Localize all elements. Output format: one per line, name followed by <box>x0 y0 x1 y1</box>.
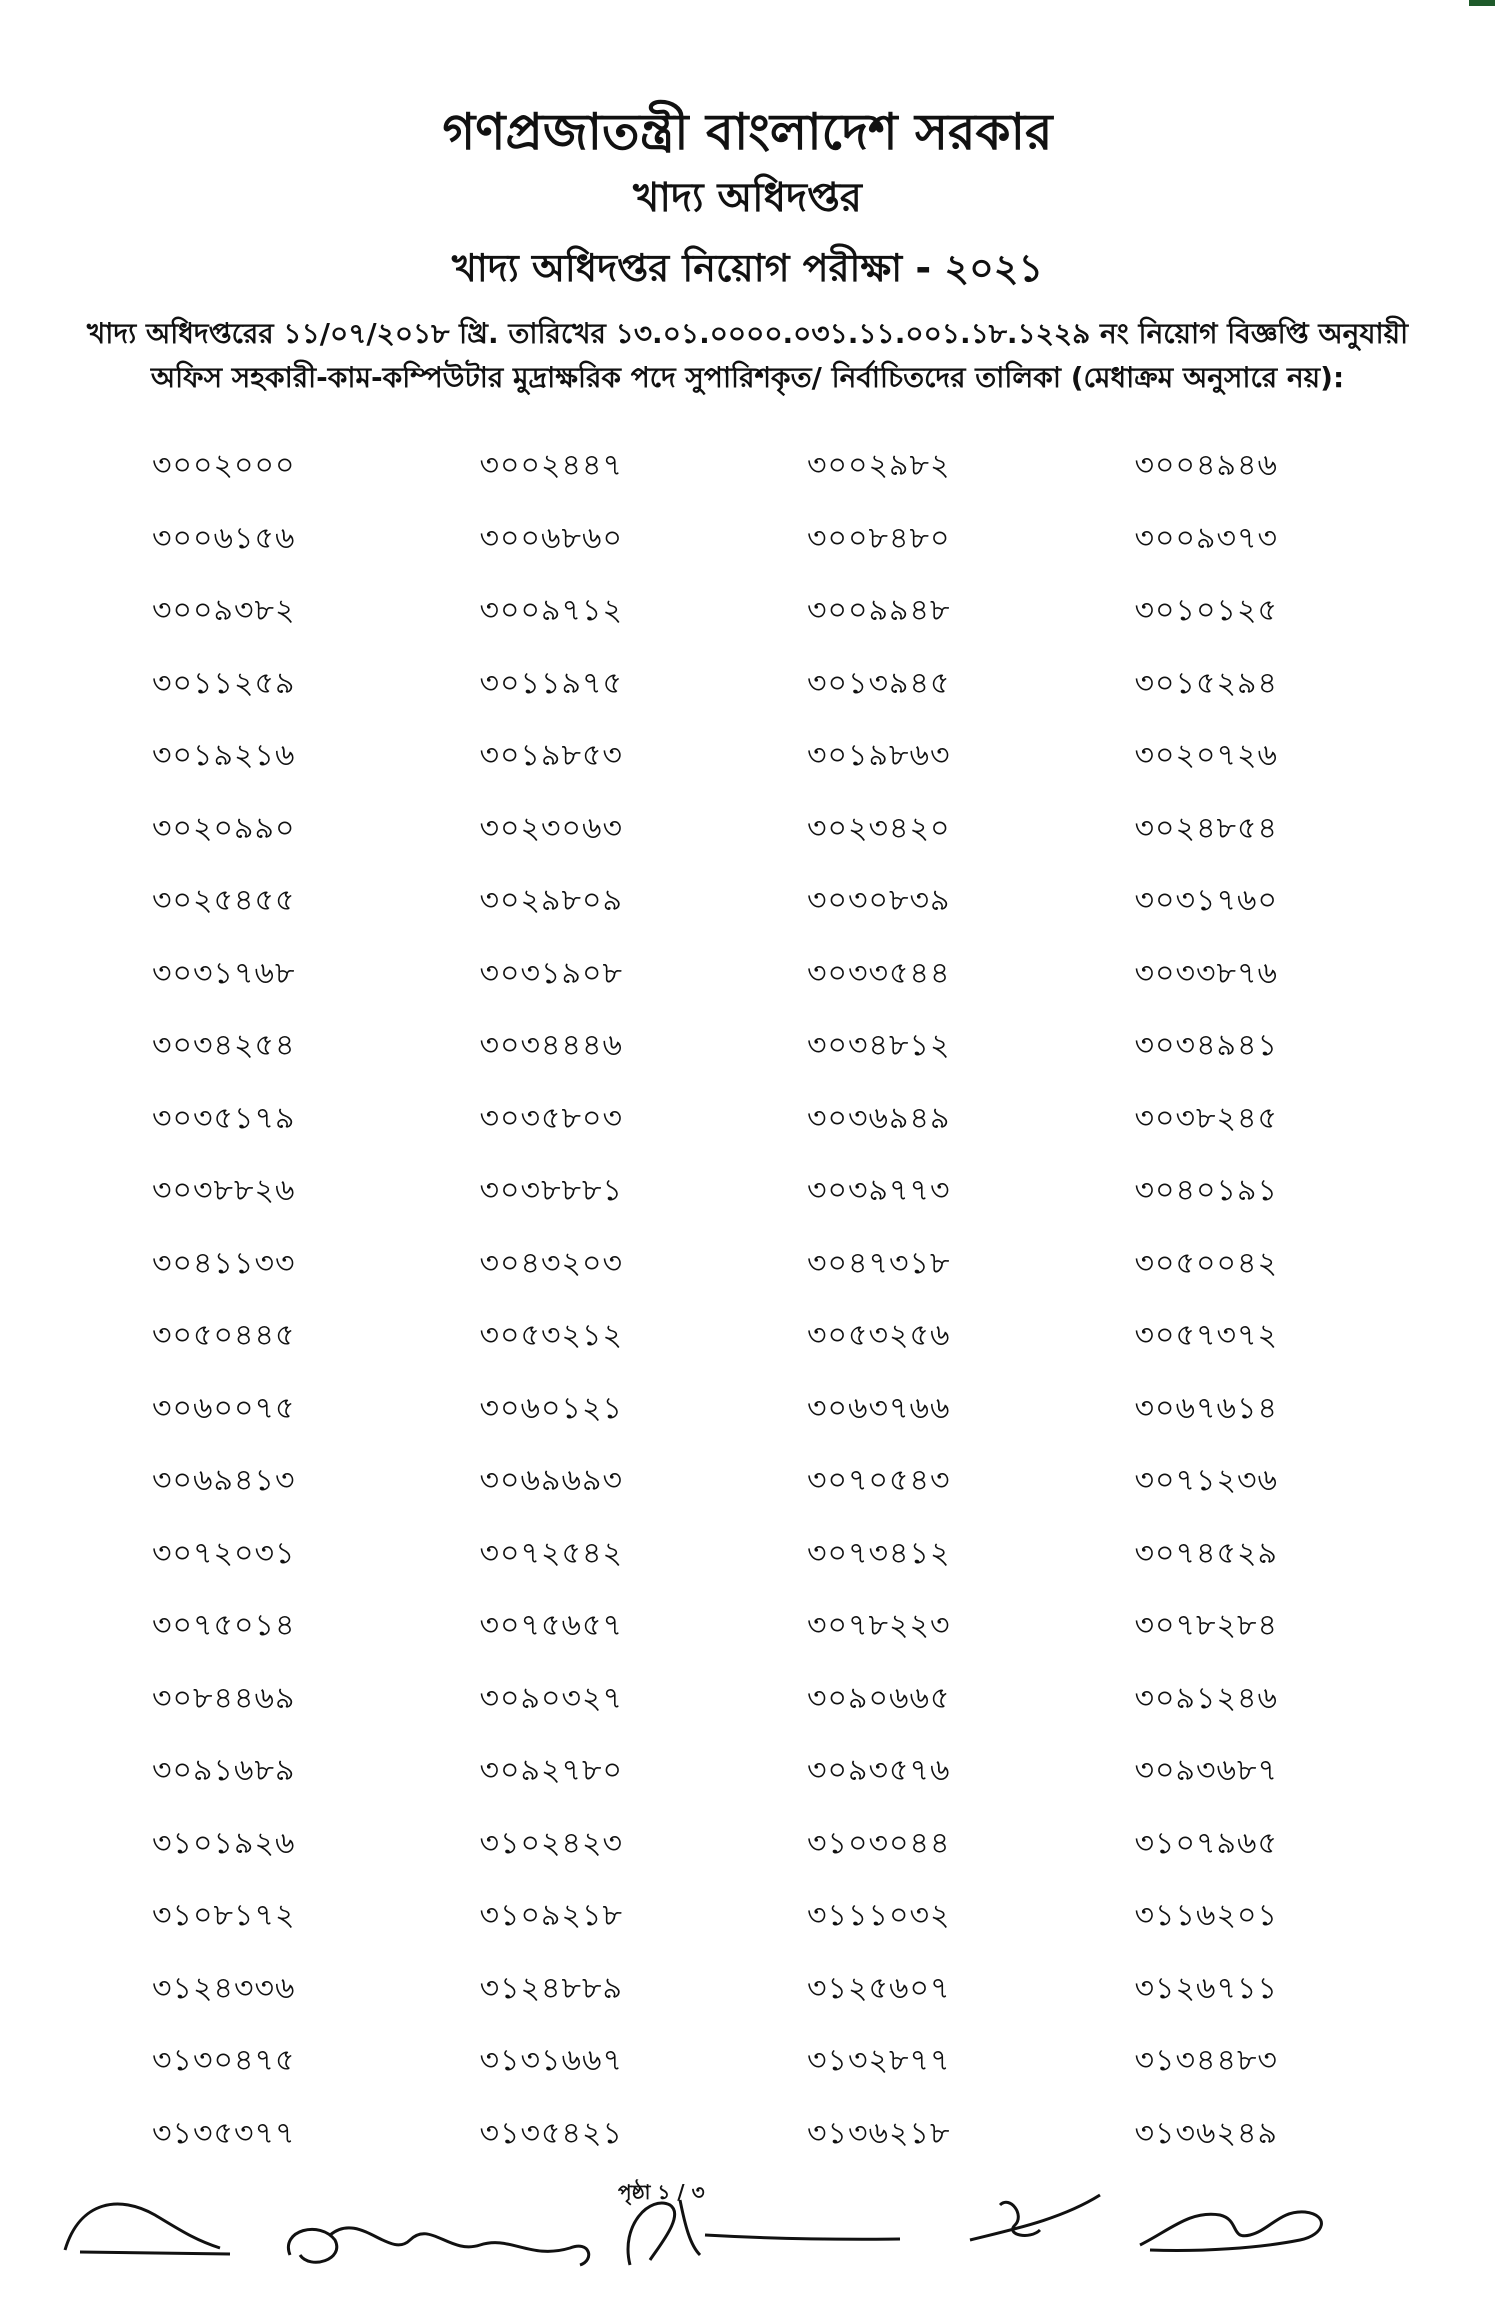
roll-number: ৩০২৯৮০৯ <box>479 883 623 918</box>
roll-number: ৩০৬০১২১ <box>479 1390 623 1426</box>
roll-number: ৩১৩৫৩৭৭ <box>152 2115 296 2151</box>
roll-number: ৩০৩৪২৫৪ <box>152 1028 296 1063</box>
roll-number: ৩০৫০০৪২ <box>1134 1245 1278 1281</box>
roll-number: ৩০৪৭৩১৮ <box>807 1245 951 1281</box>
department-name: খাদ্য অধিদপ্তর <box>633 175 862 221</box>
roll-number: ৩০৫০৪৪৫ <box>152 1318 296 1353</box>
roll-number: ৩০৬৩৭৬৬ <box>806 1390 951 1426</box>
roll-number: ৩০৬৯৪১৩ <box>152 1463 296 1498</box>
roll-number: ৩১৩১৬৬৭ <box>479 2043 623 2078</box>
roll-number: ৩০৩৮৮৮১ <box>479 1173 623 1208</box>
roll-number: ৩০০২৪৪৭ <box>479 448 623 483</box>
roll-number: ৩০১৩৯৪৫ <box>807 665 951 701</box>
roll-number: ৩০৯০৩২৭ <box>479 1680 623 1716</box>
roll-number: ৩০৩৬৯৪৯ <box>807 1100 951 1136</box>
roll-number: ৩১৩৬২১৮ <box>807 2115 951 2151</box>
roll-number: ৩১৩৬২৪৯ <box>1134 2115 1278 2151</box>
roll-number: ৩০০৪৯৪৬ <box>1134 448 1278 483</box>
roll-number: ৩০৭৩৪১২ <box>807 1535 951 1571</box>
roll-number: ৩০৭০৫৪৩ <box>807 1463 951 1498</box>
roll-number: ৩০৬৭৬১৪ <box>1134 1390 1278 1426</box>
roll-number: ৩০৩৩৫৪৪ <box>807 955 951 991</box>
recruitment-notice <box>30 312 1465 400</box>
roll-number: ৩০৭৮২২৩ <box>806 1608 951 1643</box>
roll-number: ৩০২৩৪২০ <box>806 810 951 846</box>
roll-number: ৩০৭৫৬৫৭ <box>479 1608 623 1643</box>
roll-number: ৩০৮৪৪৬৯ <box>152 1680 296 1716</box>
roll-number: ৩০৭২৫৪২ <box>479 1535 623 1571</box>
roll-number-list <box>60 430 1370 2170</box>
roll-number: ৩১২৬৭১১ <box>1134 1970 1278 2006</box>
roll-number: ৩১৩০৪৭৫ <box>152 2043 296 2078</box>
roll-number: ৩১২৪৩৩৬ <box>152 1970 296 2006</box>
roll-number: ৩০৭১২৩৬ <box>1134 1463 1278 1498</box>
roll-number: ৩০০২৯৮২ <box>807 448 951 483</box>
roll-number: ৩০৩৪৪৪৬ <box>479 1028 623 1063</box>
roll-number: ৩০৩১৭৬৮ <box>152 955 296 991</box>
roll-number: ৩১০৩০৪৪ <box>807 1825 951 1861</box>
roll-number: ৩০১১৯৭৫ <box>479 665 623 701</box>
roll-number: ৩০৩৪৯৪১ <box>1134 1028 1278 1063</box>
roll-number: ৩০৩৫১৭৯ <box>152 1100 296 1136</box>
roll-number: ৩০৩৮২৪৫ <box>1134 1100 1278 1136</box>
signature-2 <box>280 2200 610 2280</box>
roll-number: ৩১০২৪২৩ <box>479 1825 623 1861</box>
roll-number: ৩০০৬১৫৬ <box>152 520 296 556</box>
signature-row <box>50 2170 1340 2290</box>
roll-number: ৩১৩৪৪৮৩ <box>1134 2043 1278 2078</box>
document-header <box>0 100 1495 298</box>
roll-number: ৩১০৭৯৬৫ <box>1134 1825 1278 1861</box>
roll-number: ৩০১৯২১৬ <box>152 738 296 773</box>
roll-number: ৩০৯৩৫৭৬ <box>807 1753 951 1788</box>
page-edge-mark <box>1469 0 1495 6</box>
roll-number: ৩০৩১৭৬০ <box>1134 883 1278 918</box>
roll-number: ৩০৪০১৯১ <box>1134 1173 1278 1208</box>
roll-number: ৩১০১৯২৬ <box>152 1825 296 1861</box>
roll-number: ৩০০৯৩৭৩ <box>1134 520 1278 556</box>
roll-number: ৩০৩৩৮৭৬ <box>1134 955 1278 991</box>
roll-number: ৩১১১০৩২ <box>807 1898 951 1933</box>
roll-number: ৩০৯১২৪৬ <box>1134 1680 1278 1716</box>
government-title: গণপ্রজাতন্ত্রী বাংলাদেশ সরকার <box>442 103 1053 161</box>
roll-number: ৩০৪৩২০৩ <box>479 1245 623 1281</box>
roll-number: ৩১০৯২১৮ <box>479 1898 623 1933</box>
roll-number: ৩০০৮৪৮০ <box>807 520 951 556</box>
roll-number: ৩০৫৩২১২ <box>479 1318 623 1353</box>
roll-number: ৩০৯১৬৮৯ <box>152 1753 296 1788</box>
roll-number: ৩০০৯৯৪৮ <box>807 593 951 628</box>
roll-number: ৩০৫৭৩৭২ <box>1134 1318 1278 1353</box>
roll-number: ৩০৪১১৩৩ <box>152 1245 296 1281</box>
roll-number: ৩০৩৮৮২৬ <box>152 1173 296 1208</box>
roll-number: ৩০১১২৫৯ <box>152 665 296 701</box>
notice-line-1: খাদ্য অধিদপ্তরের ১১/০৭/২০১৮ খ্রি. তারিখের ১৩.০১.০০০০.০৩১.১১.০০১.১৮.১২২৯ নং নিয়োগ বিজ্ঞপ্তি অনুযায়ী <box>86 317 1409 350</box>
roll-number: ৩০০৯৩৮২ <box>152 593 296 628</box>
roll-number: ৩০৩৯৭৭৩ <box>806 1173 951 1208</box>
roll-number: ৩১৩২৮৭৭ <box>807 2043 951 2078</box>
roll-number: ৩১৩৫৪২১ <box>479 2115 623 2151</box>
roll-number: ৩০৫৩২৫৬ <box>807 1318 951 1353</box>
signature-4 <box>940 2185 1110 2275</box>
roll-number: ৩০২৩০৬৩ <box>479 810 624 846</box>
signature-3 <box>610 2185 910 2275</box>
roll-number: ৩০৯০৬৬৫ <box>807 1680 951 1716</box>
roll-number: ৩০৬৯৬৯৩ <box>479 1463 623 1498</box>
roll-number: ৩০১৯৮৬৩ <box>807 738 951 773</box>
roll-number: ৩১০৮১৭২ <box>152 1898 296 1933</box>
roll-number: ৩০৬০০৭৫ <box>151 1390 296 1426</box>
roll-number: ৩০২০৭২৬ <box>1134 738 1279 773</box>
roll-number: ৩০৭৮২৮৪ <box>1134 1608 1278 1643</box>
roll-number: ৩০২০৯৯০ <box>152 810 296 846</box>
roll-number: ৩১১৬২০১ <box>1134 1898 1278 1933</box>
roll-number: ৩০১৯৮৫৩ <box>479 738 623 773</box>
roll-number: ৩১২৫৬০৭ <box>807 1970 951 2006</box>
roll-number: ৩০৭৪৫২৯ <box>1134 1535 1278 1571</box>
roll-number: ৩০১৫২৯৪ <box>1134 665 1278 701</box>
roll-number: ৩০৩০৮৩৯ <box>807 883 951 918</box>
roll-number: ৩০৩৫৮০৩ <box>479 1100 623 1136</box>
roll-number: ৩০৭৫০১৪ <box>152 1608 296 1643</box>
roll-number: ৩০০৯৭১২ <box>479 593 623 628</box>
roll-number: ৩০৩১৯০৮ <box>479 955 623 991</box>
roll-number: ৩০২৪৮৫৪ <box>1134 810 1278 846</box>
roll-number: ৩০৯২৭৮০ <box>479 1753 623 1788</box>
page-number: পৃষ্ঠা ১ / ৩ <box>618 2180 705 2204</box>
roll-number: ৩১২৪৮৮৯ <box>479 1970 623 2006</box>
notice-line-2: অফিস সহকারী-কাম-কম্পিউটার মুদ্রাক্ষরিক পদে সুপারিশকৃত/ নির্বাচিতদের তালিকা (মেধাক্রম অনুসারে নয়): <box>150 361 1345 394</box>
roll-number: ৩০৭২০৩১ <box>151 1535 296 1571</box>
roll-number: ৩০০২০০০ <box>151 448 296 483</box>
signature-1 <box>60 2190 240 2270</box>
roll-number: ৩০২৫৪৫৫ <box>152 883 296 918</box>
roll-number: ৩০৩৪৮১২ <box>807 1028 951 1063</box>
roll-number: ৩০০৬৮৬০ <box>479 520 623 556</box>
roll-number: ৩০৯৩৬৮৭ <box>1134 1753 1278 1788</box>
exam-title: খাদ্য অধিদপ্তর নিয়োগ পরীক্ষা - ২০২১ <box>451 246 1044 290</box>
roll-number: ৩০১০১২৫ <box>1134 593 1278 628</box>
signature-5 <box>1130 2190 1340 2270</box>
